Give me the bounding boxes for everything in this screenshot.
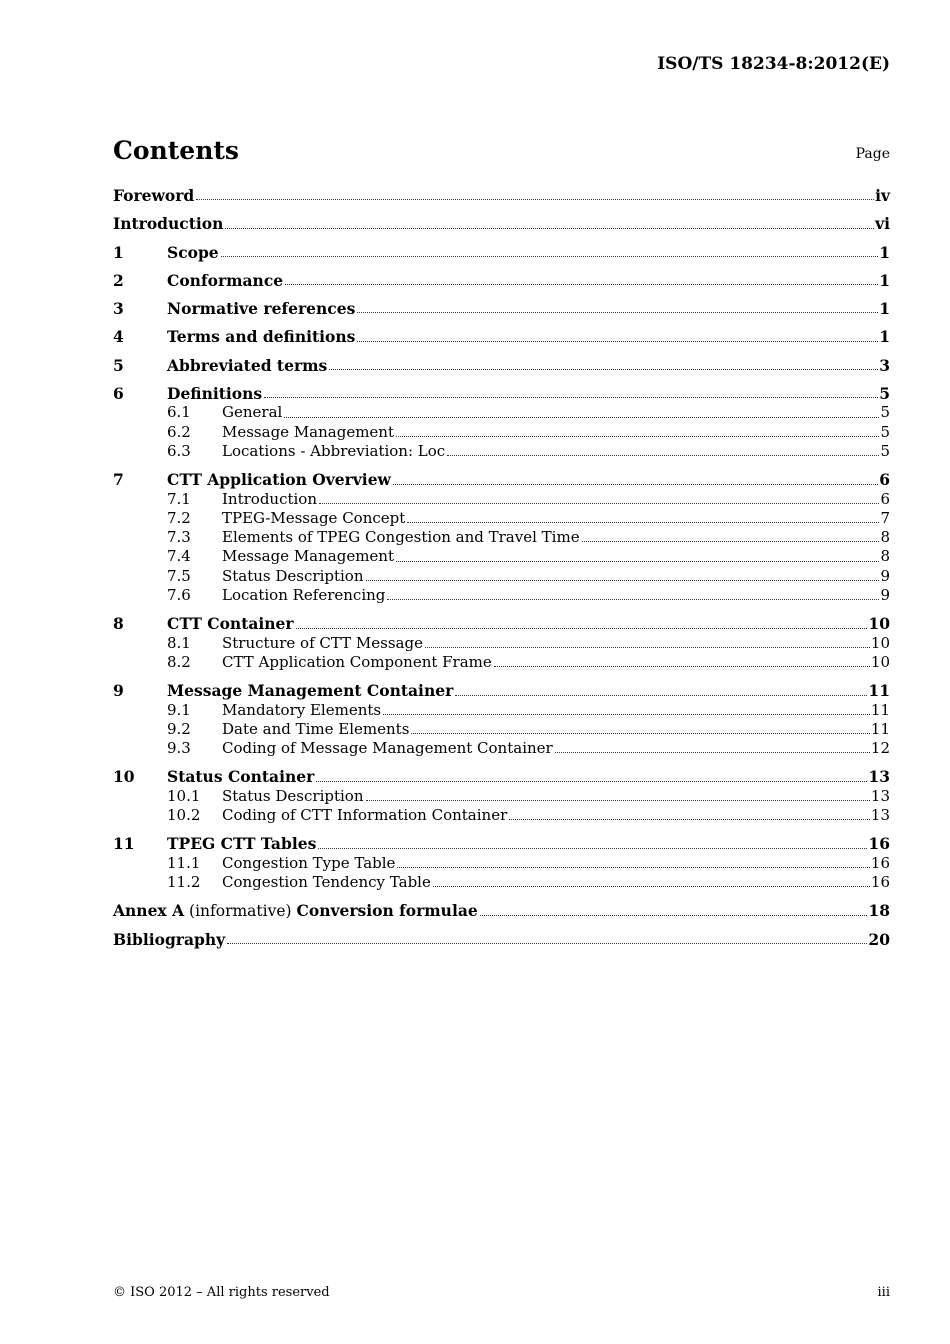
toc-entry-page: 16 (868, 834, 890, 854)
toc-entry-page: 5 (879, 384, 890, 404)
toc-entry-title: Scope (167, 242, 219, 262)
toc-entry[interactable] (113, 299, 890, 318)
toc-subentry[interactable] (113, 567, 890, 586)
toc-entry-page: 9 (880, 566, 890, 585)
toc-entry-title: Normative references (167, 299, 356, 319)
toc-entry-page: 20 (868, 929, 890, 949)
toc-entry-page: vi (875, 214, 890, 234)
toc-entry-title: Status Container (167, 767, 315, 787)
toc-entry-number: 10 (113, 767, 135, 787)
toc-entry-page: 10 (870, 652, 890, 671)
toc-subentry[interactable] (113, 653, 890, 672)
toc-entry-title: Structure of CTT Message (222, 633, 423, 652)
toc-entry[interactable] (113, 384, 890, 403)
dot-leader (366, 799, 870, 801)
table-of-contents (113, 186, 890, 949)
toc-entry-number: 7.1 (167, 489, 191, 508)
toc-entry-title: TPEG-Message Concept (222, 508, 406, 527)
page-number: iii (877, 1285, 890, 1300)
toc-entry[interactable] (113, 243, 890, 262)
toc-entry-number: 6.1 (167, 403, 191, 422)
toc-entry-number: 7.3 (167, 528, 191, 547)
toc-entry-number: 11.1 (167, 853, 201, 872)
toc-subentry[interactable] (113, 423, 890, 442)
toc-entry[interactable] (113, 681, 890, 700)
toc-entry-title: Abbreviated terms (167, 355, 328, 375)
dot-leader (393, 483, 878, 485)
toc-entry-page: 8 (880, 528, 890, 547)
toc-entry-page: iv (875, 186, 890, 205)
toc-subentry[interactable] (113, 787, 890, 806)
toc-entry-title: General (222, 403, 283, 422)
toc-subentry[interactable] (113, 806, 890, 825)
toc-entry[interactable] (113, 930, 890, 949)
toc-subentry[interactable] (113, 586, 890, 605)
toc-entry-title (113, 901, 478, 920)
toc-entry-number: 7.6 (167, 586, 191, 605)
toc-entry-page: 11 (870, 719, 890, 738)
contents-title: Contents (113, 136, 240, 165)
toc-entry-number: 9.1 (167, 700, 191, 719)
contents-header (113, 131, 890, 165)
toc-entry-title: Conformance (167, 270, 284, 290)
page-column-label: Page (855, 146, 890, 162)
toc-entry-number: 8.1 (167, 633, 191, 652)
toc-subentry[interactable] (113, 739, 890, 758)
toc-entry-page: 13 (870, 806, 890, 825)
toc-entry-number: 7.5 (167, 566, 191, 585)
dot-leader (425, 646, 870, 648)
dot-leader (319, 502, 879, 504)
toc-entry-title: CTT Application Overview (167, 470, 391, 490)
toc-entry-title: Mandatory Elements (222, 700, 382, 719)
toc-entry[interactable] (113, 214, 890, 233)
dot-leader (397, 866, 869, 868)
dot-leader (357, 311, 878, 313)
toc-entry-page: 8 (880, 547, 890, 566)
toc-entry-title: Foreword (113, 186, 195, 205)
toc-entry-number: 10.2 (167, 806, 201, 825)
dot-leader (221, 255, 879, 257)
dot-leader (433, 885, 870, 887)
toc-entry-number: 6 (113, 384, 124, 404)
dot-leader (225, 227, 874, 229)
toc-entry-title: Message Management Container (167, 681, 454, 701)
dot-leader (357, 340, 878, 342)
toc-entry[interactable] (113, 470, 890, 489)
toc-entry-number: 9 (113, 681, 124, 701)
toc-subentry[interactable] (113, 490, 890, 509)
toc-entry-title: Bibliography (113, 929, 226, 949)
toc-entry-title: Message Management (222, 422, 394, 441)
toc-entry-title: Elements of TPEG Congestion and Travel Time (222, 528, 580, 547)
toc-entry-page: 6 (879, 470, 890, 490)
dot-leader (264, 396, 878, 398)
dot-leader (396, 560, 879, 562)
toc-entry[interactable] (113, 901, 890, 920)
dot-leader (582, 540, 880, 542)
dot-leader (285, 283, 878, 285)
toc-entry-page: 9 (880, 586, 890, 605)
toc-subentry[interactable] (113, 509, 890, 528)
toc-entry-page: 5 (880, 441, 890, 460)
toc-entry-page: 5 (880, 403, 890, 422)
toc-entry-page: 6 (880, 489, 890, 508)
toc-entry-title: Coding of CTT Information Container (222, 806, 508, 825)
dot-leader (494, 665, 870, 667)
toc-entry-number: 11.2 (167, 872, 201, 891)
toc-entry[interactable] (113, 327, 890, 346)
toc-entry-number: 1 (113, 242, 124, 262)
toc-subentry[interactable] (113, 634, 890, 653)
toc-entry-page: 18 (868, 901, 890, 921)
toc-entry[interactable] (113, 186, 890, 205)
toc-entry-title: Location Referencing (222, 586, 386, 605)
dot-leader (366, 579, 880, 581)
toc-entry-number: 3 (113, 299, 124, 319)
toc-entry-number: 7 (113, 470, 124, 490)
toc-entry-number: 11 (113, 834, 135, 854)
annex-label: Annex A (113, 901, 185, 921)
toc-entry-number: 4 (113, 327, 124, 347)
dot-leader (296, 627, 868, 629)
toc-subentry[interactable] (113, 720, 890, 739)
dot-leader (555, 751, 870, 753)
toc-entry-number: 8.2 (167, 652, 191, 671)
toc-entry-title: Status Description (222, 786, 364, 805)
dot-leader (318, 847, 867, 849)
dot-leader (480, 914, 868, 916)
toc-entry[interactable] (113, 356, 890, 375)
toc-entry-page: 7 (880, 508, 890, 527)
toc-entry-title: Status Description (222, 566, 364, 585)
dot-leader (509, 818, 870, 820)
toc-entry-title: TPEG CTT Tables (167, 834, 317, 854)
toc-entry-number: 2 (113, 270, 124, 290)
toc-entry-page: 3 (879, 355, 890, 375)
dot-leader (196, 198, 874, 200)
toc-entry[interactable] (113, 834, 890, 853)
dot-leader (411, 732, 870, 734)
document-id: ISO/TS 18234-8:2012(E) (657, 54, 890, 74)
toc-entry-title: Terms and definitions (167, 327, 356, 347)
toc-entry-number: 9.2 (167, 719, 191, 738)
toc-subentry[interactable] (113, 403, 890, 422)
toc-entry-page: 1 (879, 270, 890, 290)
toc-entry-page: 11 (870, 700, 890, 719)
toc-entry-page: 5 (880, 422, 890, 441)
toc-entry-number: 5 (113, 355, 124, 375)
toc-entry-page: 10 (868, 614, 890, 634)
toc-entry-number: 10.1 (167, 786, 201, 805)
toc-subentry[interactable] (113, 528, 890, 547)
dot-leader (407, 521, 879, 523)
dot-leader (387, 598, 879, 600)
toc-entry-page: 1 (879, 242, 890, 262)
dot-leader (447, 454, 879, 456)
toc-entry[interactable] (113, 767, 890, 786)
toc-entry-number: 9.3 (167, 739, 191, 758)
toc-entry-number: 6.3 (167, 441, 191, 460)
toc-entry-title: Introduction (222, 489, 317, 508)
toc-entry-page: 1 (879, 299, 890, 319)
dot-leader (455, 694, 867, 696)
toc-entry-page: 1 (879, 327, 890, 347)
toc-entry-title: Introduction (113, 214, 224, 234)
toc-subentry[interactable] (113, 701, 890, 720)
dot-leader (316, 780, 867, 782)
toc-entry-number: 6.2 (167, 422, 191, 441)
toc-entry[interactable] (113, 271, 890, 290)
dot-leader (396, 435, 879, 437)
copyright-notice: © ISO 2012 – All rights reserved (113, 1285, 330, 1300)
toc-entry-title: Definitions (167, 384, 263, 404)
dot-leader (227, 942, 867, 944)
toc-entry-title: Coding of Message Management Container (222, 739, 553, 758)
toc-entry-page: 13 (868, 767, 890, 787)
toc-entry[interactable] (113, 614, 890, 633)
toc-entry-number: 8 (113, 614, 124, 634)
toc-entry-title: Congestion Tendency Table (222, 872, 431, 891)
toc-entry-page: 12 (870, 739, 890, 758)
toc-entry-page: 16 (870, 872, 890, 891)
toc-entry-number: 7.2 (167, 508, 191, 527)
dot-leader (284, 416, 879, 418)
toc-entry-title: CTT Container (167, 614, 294, 634)
annex-title: Conversion formulae (296, 901, 478, 921)
toc-entry-page: 10 (870, 633, 890, 652)
toc-entry-title: Congestion Type Table (222, 853, 396, 872)
toc-entry-number: 7.4 (167, 547, 191, 566)
toc-entry-title: Date and Time Elements (222, 719, 410, 738)
toc-entry-page: 16 (870, 853, 890, 872)
toc-subentry[interactable] (113, 873, 890, 892)
dot-leader (383, 713, 870, 715)
toc-subentry[interactable] (113, 442, 890, 461)
toc-entry-title: Locations - Abbreviation: Loc (222, 441, 446, 460)
toc-entry-title: CTT Application Component Frame (222, 652, 492, 671)
annex-type: (informative) (184, 902, 297, 921)
toc-entry-title: Message Management (222, 547, 394, 566)
toc-subentry[interactable] (113, 547, 890, 566)
dot-leader (329, 368, 878, 370)
toc-subentry[interactable] (113, 854, 890, 873)
toc-entry-page: 11 (868, 681, 890, 701)
toc-entry-page: 13 (870, 786, 890, 805)
